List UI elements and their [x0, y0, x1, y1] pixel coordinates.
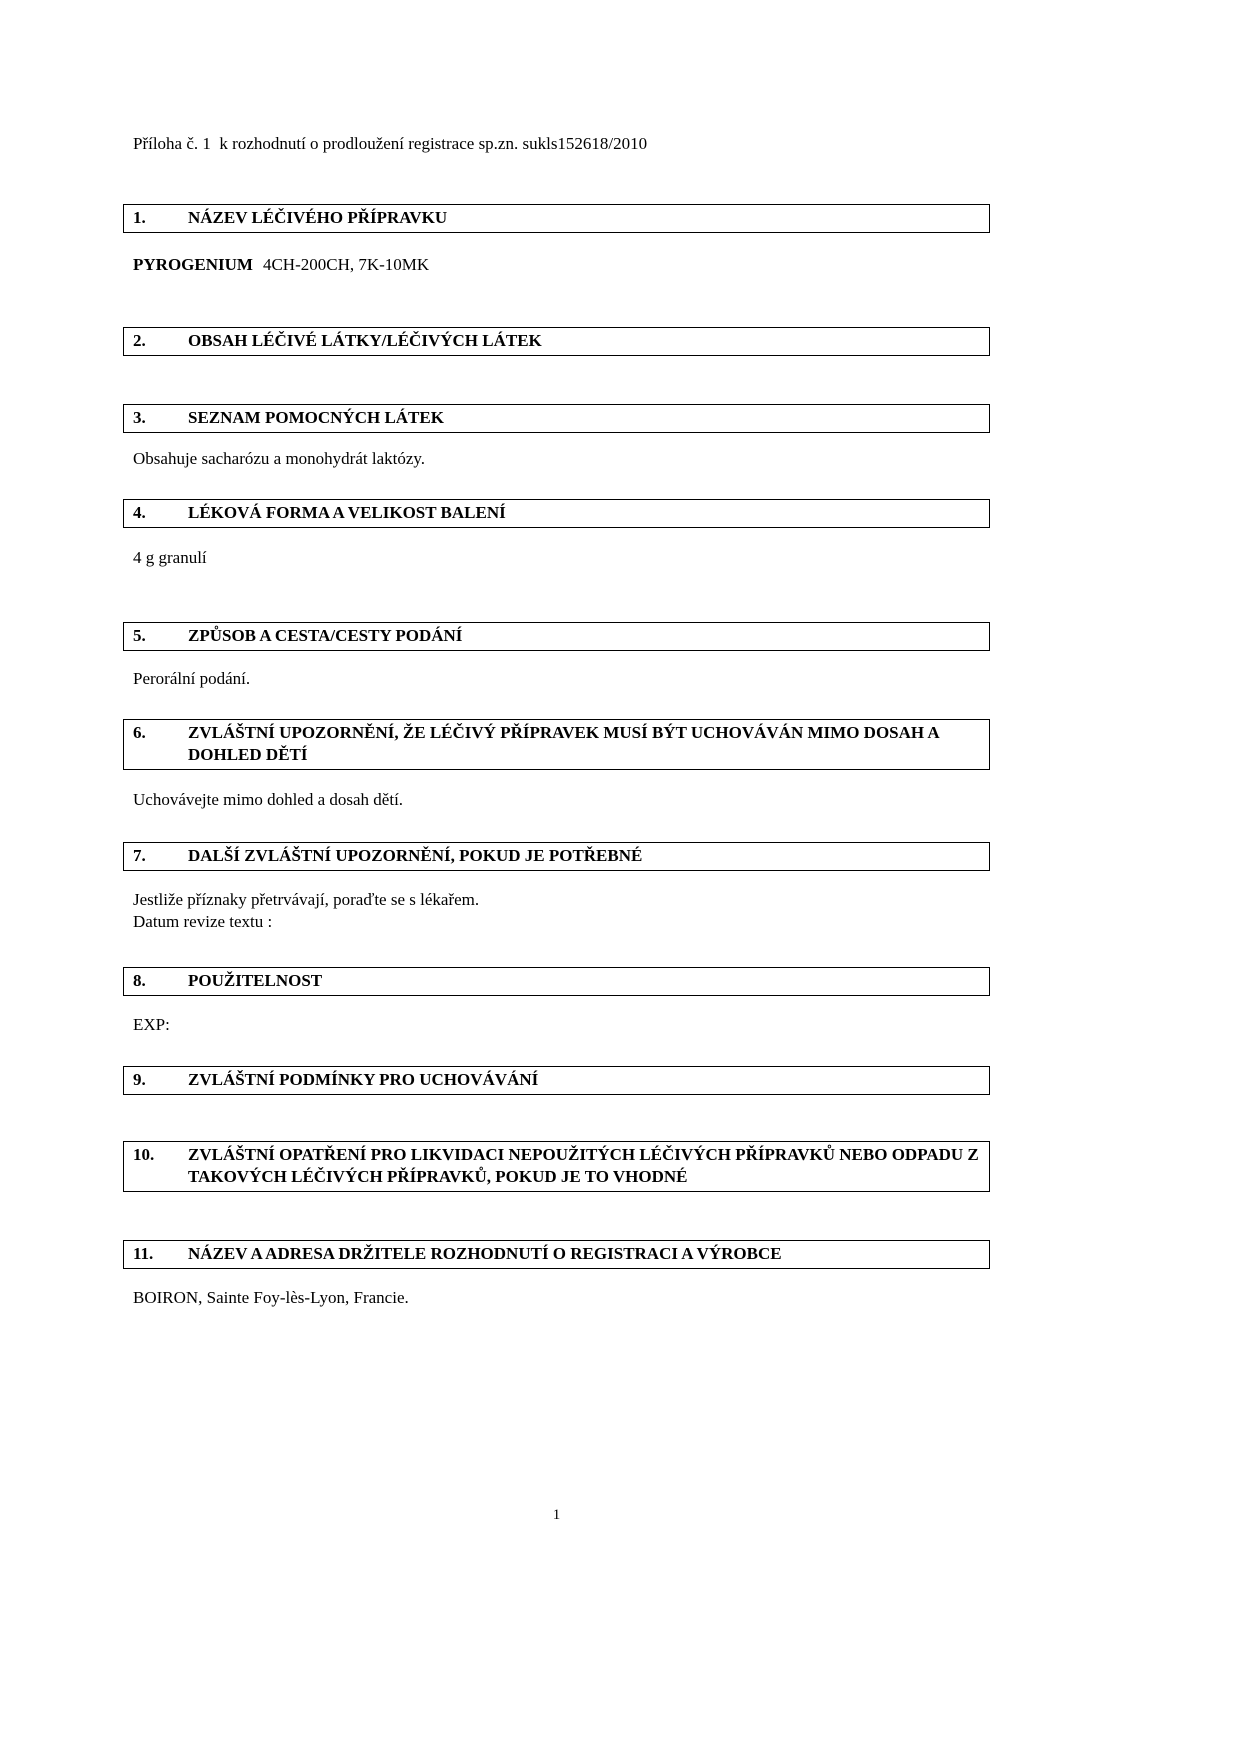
pharmaceutical-form-text: 4 g granulí — [133, 548, 207, 567]
section-title: LÉKOVÁ FORMA A VELIKOST BALENÍ — [188, 503, 506, 522]
marketing-holder-text: BOIRON, Sainte Foy-lès-Lyon, Francie. — [133, 1288, 409, 1307]
section-title: ZVLÁŠTNÍ OPATŘENÍ PRO LIKVIDACI NEPOUŽITÝCH LÉČIVÝCH PŘÍPRAVKŮ NEBO ODPADU Z TAKOVÝCH LÉČIVÝCH PŘÍPRAVKŮ, POKUD JE TO VHODNÉ — [188, 1145, 979, 1186]
section-header-1 — [123, 204, 990, 233]
section-number: 1. — [133, 208, 146, 227]
section-title: DALŠÍ ZVLÁŠTNÍ UPOZORNĚNÍ, POKUD JE POTŘEBNÉ — [188, 846, 643, 865]
section-title: ZPŮSOB A CESTA/CESTY PODÁNÍ — [188, 626, 463, 645]
section7-body — [133, 889, 1117, 933]
section-number: 8. — [133, 971, 146, 990]
keep-away-text: Uchovávejte mimo dohled a dosah dětí. — [133, 790, 404, 809]
section-number: 7. — [133, 846, 146, 865]
section-number: 6. — [133, 723, 146, 742]
excipients-text: Obsahuje sacharózu a monohydrát laktózy. — [133, 449, 426, 468]
section-header-4 — [123, 499, 990, 528]
section-title: NÁZEV A ADRESA DRŽITELE ROZHODNUTÍ O REGISTRACI A VÝROBCE — [188, 1244, 782, 1263]
section-title: SEZNAM POMOCNÝCH LÁTEK — [188, 408, 444, 427]
section-header-11 — [123, 1240, 990, 1269]
section-header-7 — [123, 842, 990, 871]
section-number: 4. — [133, 503, 146, 522]
section-title: POUŽITELNOST — [188, 971, 323, 990]
warning-symptoms-text: Jestliže příznaky přetrvávají, poraďte se s lékařem. — [133, 890, 480, 909]
section-number: 3. — [133, 408, 146, 427]
section-header-3 — [123, 404, 990, 433]
section-header-10 — [123, 1141, 990, 1192]
revision-date-label: Datum revize textu : — [133, 912, 273, 931]
product-name-line — [133, 254, 1117, 276]
section-title: OBSAH LÉČIVÉ LÁTKY/LÉČIVÝCH LÁTEK — [188, 331, 542, 350]
section-header-2 — [123, 327, 990, 356]
route-text: Perorální podání. — [133, 669, 251, 688]
expiry-label: EXP: — [133, 1015, 170, 1034]
product-strengths: 4CH-200CH, 7K-10MK — [262, 255, 430, 274]
page-number: 1 — [552, 1507, 561, 1523]
section-number: 10. — [133, 1145, 155, 1164]
section-number: 2. — [133, 331, 146, 350]
section-title: ZVLÁŠTNÍ PODMÍNKY PRO UCHOVÁVÁNÍ — [188, 1070, 539, 1089]
section-number: 11. — [133, 1244, 154, 1263]
section-header-8 — [123, 967, 990, 996]
section-header-5 — [123, 622, 990, 651]
section-number: 5. — [133, 626, 146, 645]
section-header-9 — [123, 1066, 990, 1095]
section-title: ZVLÁŠTNÍ UPOZORNĚNÍ, ŽE LÉČIVÝ PŘÍPRAVEK MUSÍ BÝT UCHOVÁVÁN MIMO DOSAH A DOHLED DĚTÍ — [188, 723, 939, 764]
section-title: NÁZEV LÉČIVÉHO PŘÍPRAVKU — [188, 208, 448, 227]
section-header-6 — [123, 719, 990, 770]
product-name: PYROGENIUM — [133, 255, 253, 274]
section-number: 9. — [133, 1070, 146, 1089]
annex-header-note: Příloha č. 1 k rozhodnutí o prodloužení registrace sp.zn. sukls152618/2010 — [133, 134, 648, 153]
